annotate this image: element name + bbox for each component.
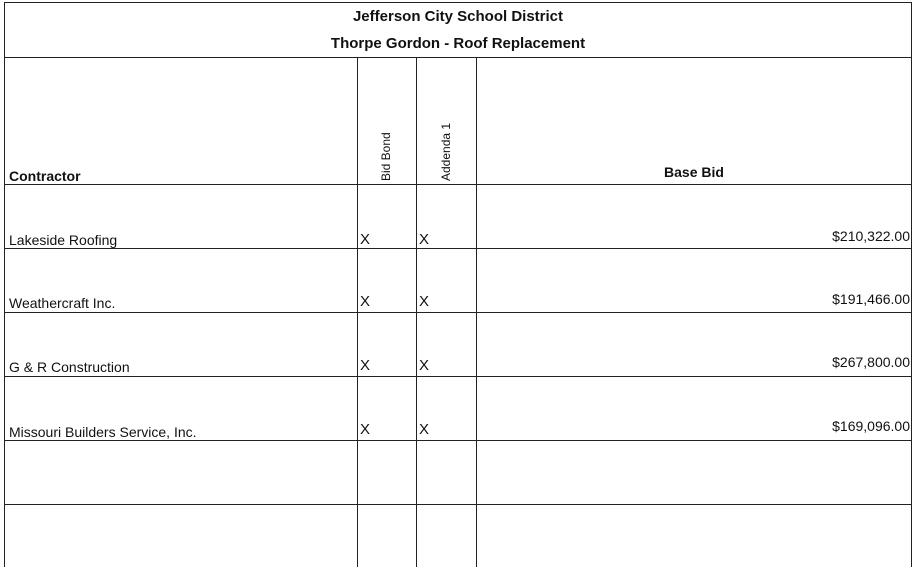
- bid-bond-column-header: Bid Bond: [379, 132, 393, 181]
- row-1-addenda: X: [419, 231, 430, 248]
- row-4-base-bid: $169,096.00: [832, 418, 910, 434]
- rule-left: [4, 2, 5, 567]
- rule-col-bid-left: [476, 57, 477, 567]
- rule-row-2: [4, 312, 912, 313]
- rule-col-bond-left: [357, 57, 358, 567]
- rule-row-5: [4, 504, 912, 505]
- rule-right: [911, 2, 912, 567]
- row-2-bid-bond: X: [360, 293, 371, 310]
- rule-under-header: [4, 184, 912, 185]
- row-2-addenda: X: [419, 293, 430, 310]
- row-4-contractor: Missouri Builders Service, Inc.: [9, 424, 197, 440]
- addenda-column-header: Addenda 1: [439, 122, 453, 181]
- rule-row-3: [4, 376, 912, 377]
- row-1-contractor: Lakeside Roofing: [9, 232, 118, 248]
- rule-top: [4, 2, 912, 3]
- row-1-base-bid: $210,322.00: [832, 228, 910, 244]
- row-3-addenda: X: [419, 357, 430, 374]
- row-3-bid-bond: X: [360, 357, 371, 374]
- row-3-contractor: G & R Construction: [9, 359, 130, 375]
- row-2-contractor: Weathercraft Inc.: [9, 295, 116, 311]
- row-2-base-bid: $191,466.00: [832, 291, 910, 307]
- rule-col-addenda-left: [416, 57, 417, 567]
- row-1-bid-bond: X: [360, 231, 371, 248]
- contractor-column-header: Contractor: [9, 168, 81, 184]
- row-4-bid-bond: X: [360, 421, 371, 438]
- rule-under-title: [4, 57, 912, 58]
- base-bid-column-header: Base Bid: [664, 164, 724, 180]
- project-title: Thorpe Gordon - Roof Replacement: [330, 35, 586, 52]
- district-title: Jefferson City School District: [352, 8, 564, 25]
- row-4-addenda: X: [419, 421, 430, 438]
- rule-row-4: [4, 440, 912, 441]
- rule-row-1: [4, 248, 912, 249]
- row-3-base-bid: $267,800.00: [832, 354, 910, 370]
